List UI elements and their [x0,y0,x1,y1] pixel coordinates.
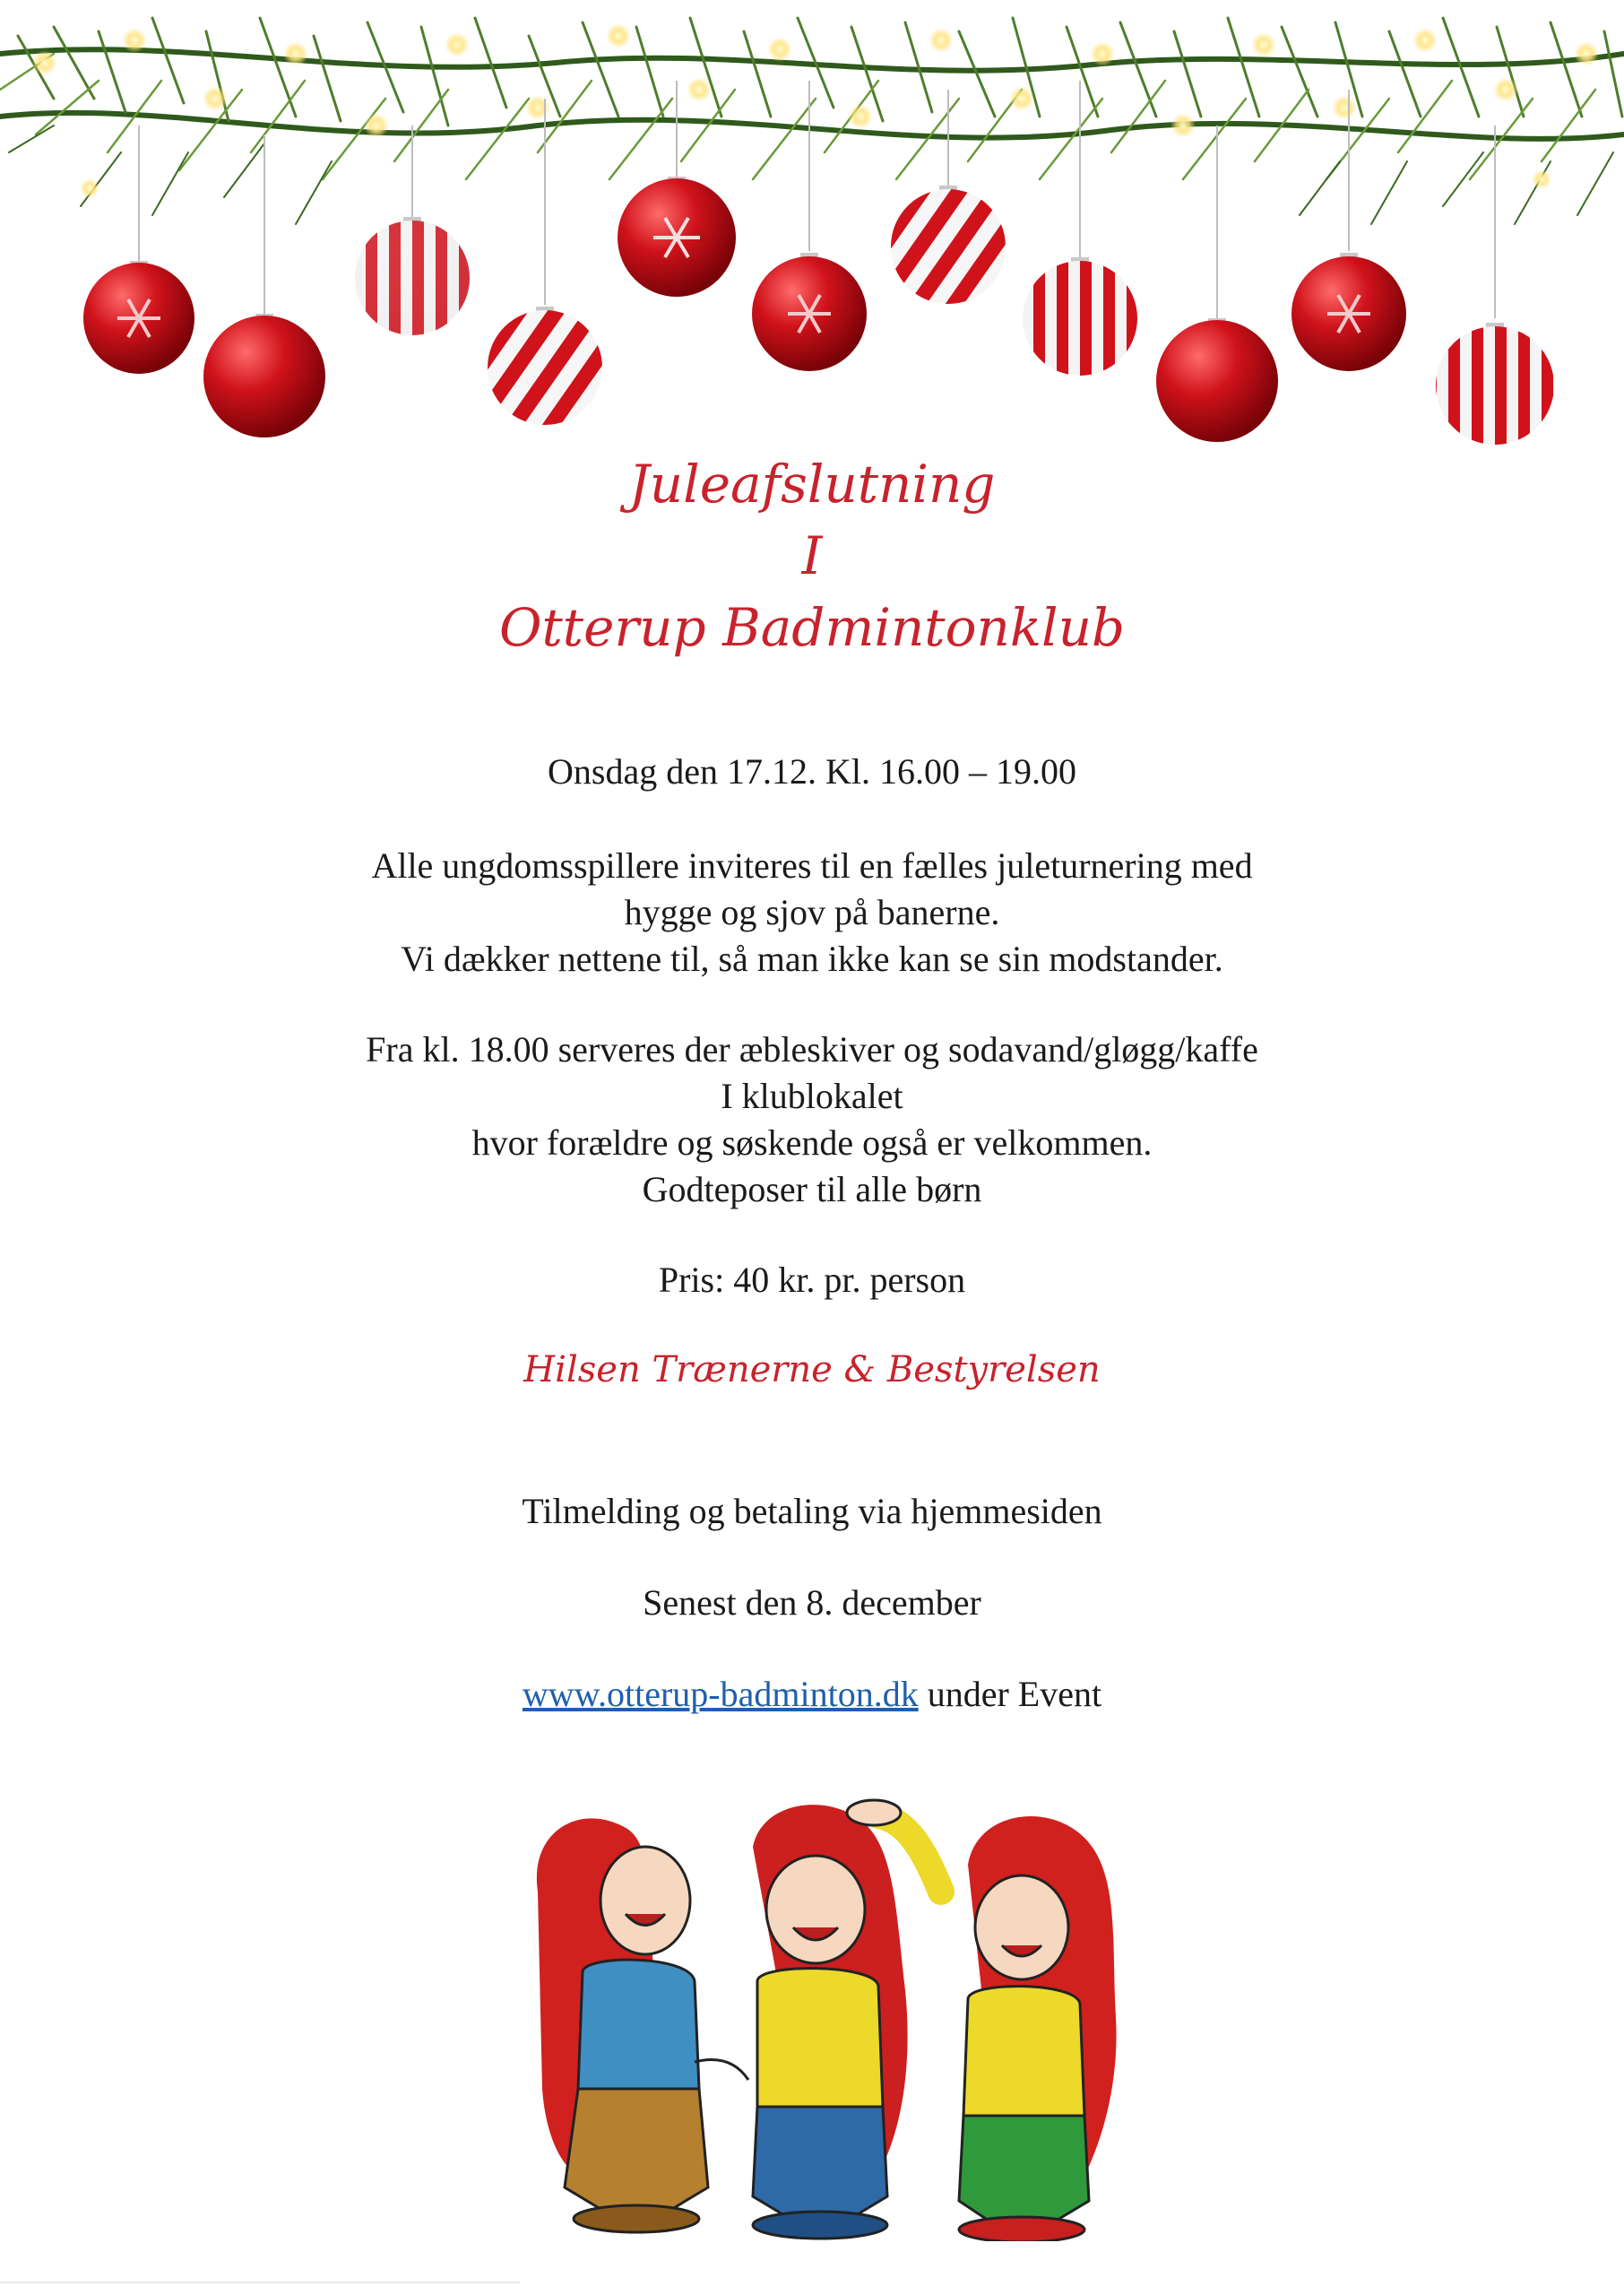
title-line-1: Juleafslutning [628,454,996,515]
website-line [0,1671,1624,1718]
title-line-2: I [801,525,823,586]
serving-line: Fra kl. 18.00 serveres der æbleskiver og sodavand/gløgg/kaffe [366,1029,1258,1070]
date-line: Onsdag den 17.12. Kl. 16.00 – 19.00 [548,751,1076,792]
website-suffix: under Event [918,1674,1102,1714]
ornament-plain-2 [1156,318,1278,442]
deadline [0,1580,1624,1626]
ornament-snowflake-1 [83,261,194,374]
bottom-edge-line [0,2282,520,2283]
ornament-stripe-3 [1436,323,1554,445]
ornament-swirl-2 [891,186,1006,304]
invitation-paragraph [0,843,1624,983]
website-link[interactable]: www.otterup-badminton.dk [522,1674,919,1714]
signup-line: Tilmelding og betaling via hjemmesiden [522,1491,1102,1531]
ornament-snowflake-4 [1291,253,1406,371]
fairy-lights [32,23,1599,198]
ornament-stripe-1 [355,217,470,335]
gnome-middle [753,1805,908,2239]
serving-line: hvor forældre og søskende også er velkommen. [471,1122,1153,1163]
invite-line: Alle ungdomsspillere inviteres til en fælles juleturnering med [371,845,1253,886]
serving-line: Godteposer til alle børn [642,1169,982,1209]
christmas-garland-banner [0,0,1624,466]
signup-info [0,1488,1624,1535]
invite-line: Vi dækker nettene til, så man ikke kan se sin modstander. [401,939,1223,979]
ornament-plain-1 [203,314,325,437]
ornament-swirl-1 [488,307,602,425]
christmas-gnomes-illustration [520,1793,1147,2241]
event-date [0,749,1624,795]
serving-paragraph [0,1026,1624,1213]
pine-branches [0,18,1624,224]
title-line-3: Otterup Badmintonklub [498,597,1126,658]
price-line: Pris: 40 kr. pr. person [658,1260,966,1300]
greeting: Hilsen Trænerne & Bestyrelsen [523,1349,1101,1390]
deadline-line: Senest den 8. december [643,1582,981,1623]
price [0,1257,1624,1303]
serving-line: I klublokalet [721,1076,903,1116]
event-title [0,448,1624,663]
ornament-stripe-2 [1023,257,1137,376]
invite-line: hygge og sjov på banerne. [624,892,1000,932]
gnome-left [537,1818,748,2232]
ornament-snowflake-2 [618,177,736,297]
ornament-snowflake-3 [752,253,867,371]
